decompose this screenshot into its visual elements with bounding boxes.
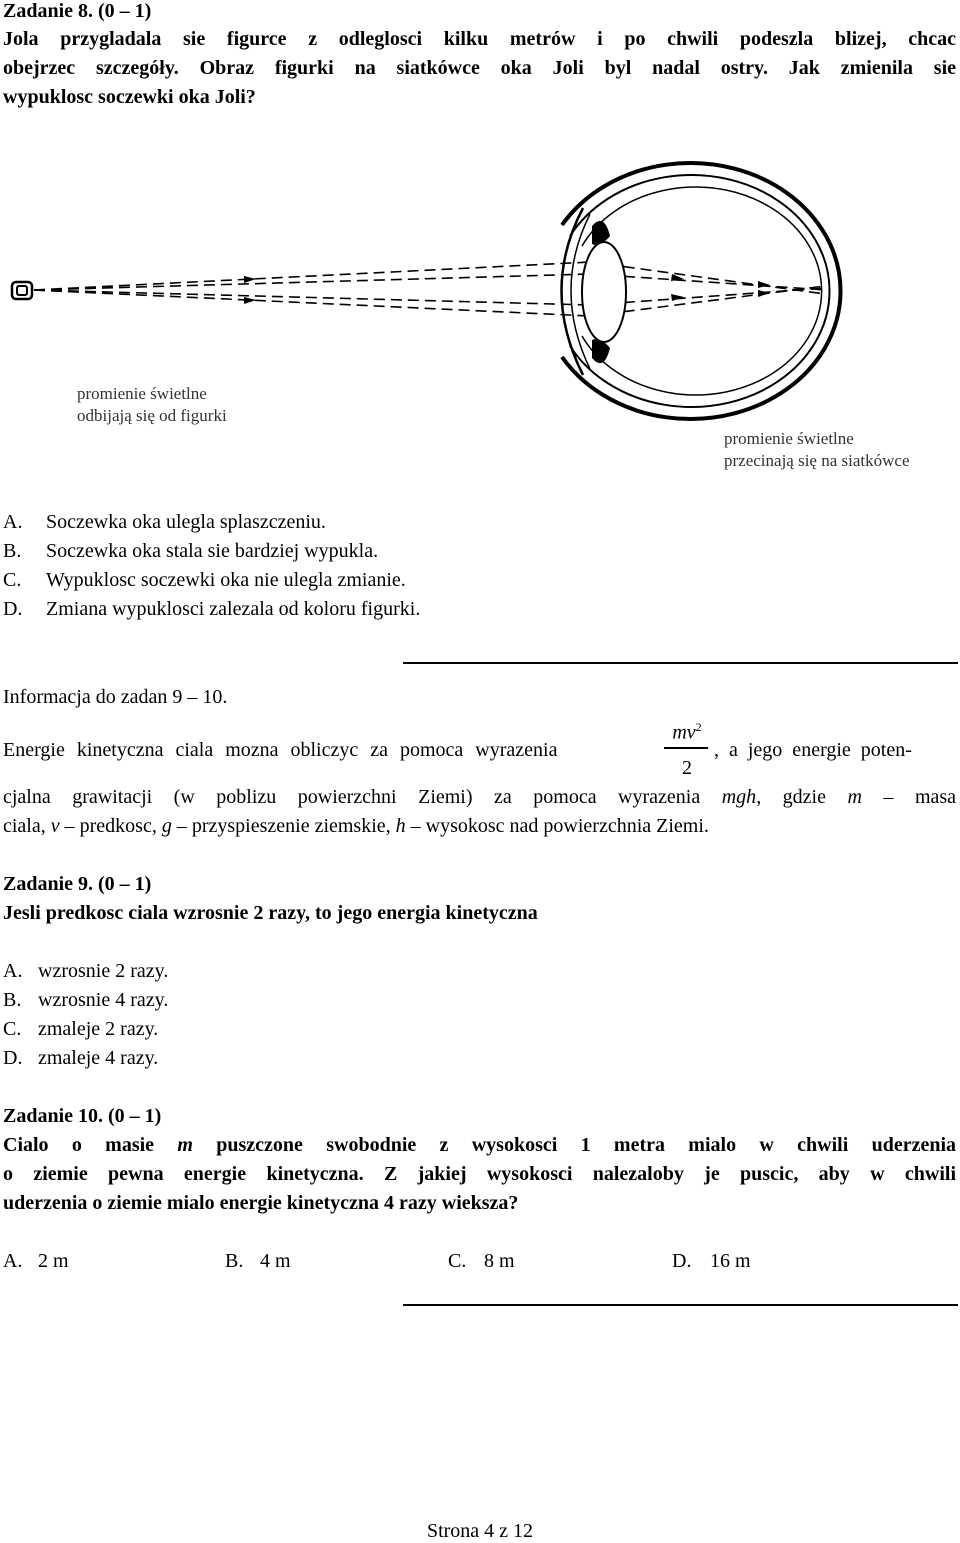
option-text: Zmiana wypuklosci zalezala od koloru figurki. bbox=[46, 598, 421, 620]
task10-line-1: Cialo o masie m puszczone swobodnie z wysokosci 1 metra mialo w chwili uderzenia bbox=[3, 1134, 957, 1156]
figure-label-left-1: promienie świetlne bbox=[77, 384, 207, 403]
page-number: Strona 4 z 12 bbox=[426, 1520, 534, 1542]
option-text: Soczewka oka stala sie bardziej wypukla. bbox=[46, 540, 379, 562]
figure-label-right-2: przecinają się na siatkówce bbox=[724, 451, 910, 470]
task10-heading: Zadanie 10. (0 – 1) bbox=[3, 1105, 162, 1127]
option-letter: C. bbox=[3, 1018, 22, 1040]
formula-denominator: 2 bbox=[682, 757, 692, 779]
task10-line-3: uderzenia o ziemie mialo energie kinetyczna 4 razy wieksza? bbox=[3, 1192, 519, 1214]
task9-heading: Zadanie 9. (0 – 1) bbox=[3, 873, 152, 895]
fraction-bar bbox=[664, 747, 708, 749]
option-text: 2 m bbox=[38, 1250, 69, 1272]
divider bbox=[403, 662, 958, 664]
option-letter: B. bbox=[3, 989, 22, 1011]
option-letter: A. bbox=[3, 511, 23, 533]
task8-heading: Zadanie 8. (0 – 1) bbox=[3, 0, 152, 22]
figurine-icon bbox=[12, 282, 32, 299]
option-text: Wypuklosc soczewki oka nie ulegla zmianie. bbox=[46, 569, 406, 591]
option-letter: B. bbox=[3, 540, 22, 562]
option-letter: D. bbox=[3, 598, 23, 620]
ray-arrowheads bbox=[244, 274, 770, 304]
task8-question-line-2: obejrzec szczegóły. Obraz figurki na siatkówce oka Joli byl nadal ostry. Jak zmienila sie bbox=[3, 57, 956, 79]
option-text: wzrosnie 2 razy. bbox=[38, 960, 169, 982]
task10-line-2: o ziemie pewna energie kinetyczna. Z jakiej wysokosci nalezaloby je puscic, aby w chwili bbox=[3, 1163, 956, 1185]
option-letter: C. bbox=[3, 569, 22, 591]
option-letter: A. bbox=[3, 960, 23, 982]
option-text: 16 m bbox=[710, 1250, 751, 1272]
task8-question-line-1: Jola przygladala sie figurce z odleglosci kilku metrów i po chwili podeszla blizej, chcac bbox=[3, 28, 956, 50]
option-text: Soczewka oka ulegla splaszczeniu. bbox=[46, 511, 326, 533]
info-line-1-start: Energie kinetyczna ciala mozna obliczyc za pomoca wyrazenia bbox=[3, 739, 558, 761]
info-line-3: ciala, v – predkosc, g – przyspieszenie ziemskie, h – wysokosc nad powierzchnia Ziemi. bbox=[3, 815, 709, 837]
option-letter: A. bbox=[3, 1250, 23, 1272]
info-line-1-end: , a jego energie poten- bbox=[714, 739, 912, 761]
eye-lens bbox=[582, 242, 626, 342]
info-line-2: cjalna grawitacji (w poblizu powierzchni Ziemi) za pomoca wyrazenia mgh, gdzie m – masa bbox=[3, 786, 957, 808]
option-text: zmaleje 4 razy. bbox=[38, 1047, 159, 1069]
option-text: zmaleje 2 razy. bbox=[38, 1018, 159, 1040]
info-heading: Informacja do zadan 9 – 10. bbox=[3, 686, 228, 708]
option-text: wzrosnie 4 razy. bbox=[38, 989, 169, 1011]
formula-numerator: $mv^2$ bbox=[672, 720, 702, 744]
task9-question: Jesli predkosc ciala wzrosnie 2 razy, to jego energia kinetyczna bbox=[3, 902, 538, 924]
option-text: 4 m bbox=[260, 1250, 291, 1272]
option-letter: C. bbox=[448, 1250, 467, 1272]
figure-label-left-2: odbijają się od figurki bbox=[77, 406, 227, 425]
divider bbox=[403, 1304, 958, 1306]
light-rays bbox=[34, 262, 825, 316]
option-letter: B. bbox=[225, 1250, 244, 1272]
figure-label-right-1: promienie świetlne bbox=[724, 429, 854, 448]
option-letter: D. bbox=[3, 1047, 23, 1069]
task8-question-line-3: wypuklosc soczewki oka Joli? bbox=[3, 86, 256, 108]
option-letter: D. bbox=[672, 1250, 692, 1272]
option-text: 8 m bbox=[484, 1250, 515, 1272]
